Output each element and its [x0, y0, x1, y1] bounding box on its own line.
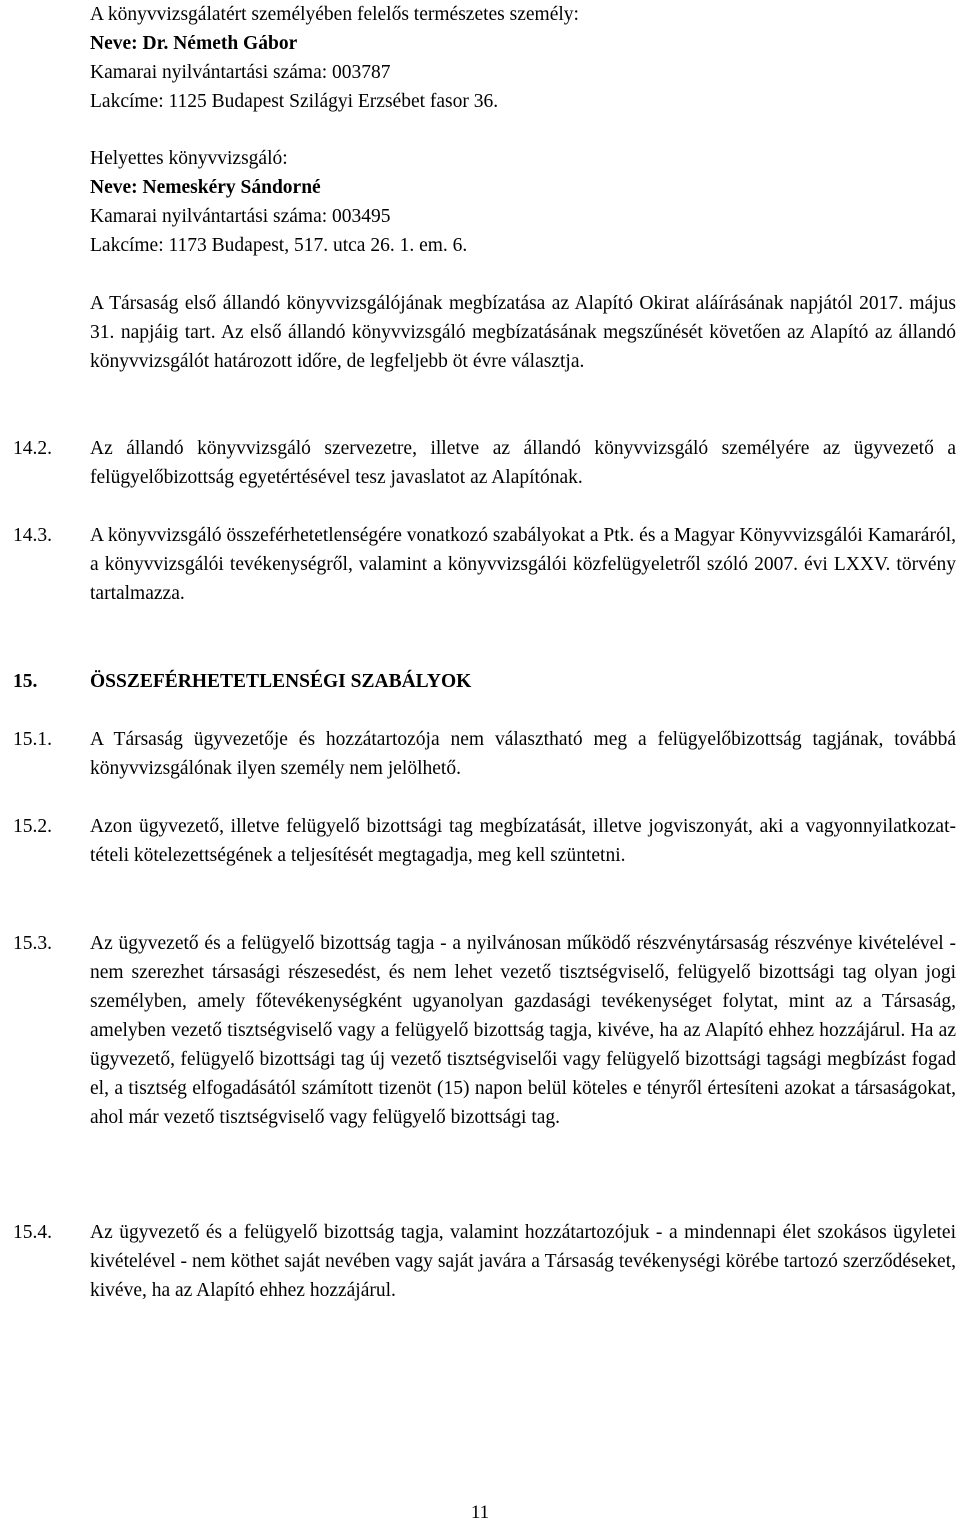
- heading-title: ÖSSZEFÉRHETETLENSÉGI SZABÁLYOK: [90, 671, 472, 692]
- section-number: 15.3.: [13, 933, 52, 954]
- section-text: Az ügyvezető és a felügyelő bizottság tagja, valamint hozzátartozójuk - a mindennapi élet szokásos ügyletei kivételével - nem köthet saját nevében vagy saját javára a Társaság tevékenységi körébe tartozó szerződéseket, kivéve, ha az Alapító ehhez hozzájárul.: [90, 1222, 956, 1301]
- section-number: 15.1.: [13, 729, 52, 750]
- section-text: A könyvvizsgáló összeférhetetlenségére vonatkozó szabályokat a Ptk. és a Magyar Könyvvizsgálói Kamaráról, a könyvvizsgálói tevékenységről, valamint a könyvvizsgálói közfelügyeletről szóló 2007. évi LXXV. törvény tartalmazza.: [90, 525, 956, 604]
- deputy-registration: Kamarai nyilvántartási száma: 003495: [90, 206, 391, 227]
- section-number: 15.4.: [13, 1222, 52, 1243]
- auditor-name: Neve: Dr. Németh Gábor: [90, 33, 298, 54]
- section-number: 15.2.: [13, 816, 52, 837]
- section-number: 14.3.: [13, 525, 52, 546]
- auditor-registration: Kamarai nyilvántartási száma: 003787: [90, 62, 391, 83]
- section-text: A Társaság ügyvezetője és hozzátartozója nem választható meg a felügyelőbizottság tagjának, továbbá könyvvizsgálónak ilyen személy nem jelölhető.: [90, 729, 956, 779]
- deputy-auditor-block: [90, 144, 956, 260]
- section-number: 14.2.: [13, 438, 52, 459]
- section-text: Azon ügyvezető, illetve felügyelő bizottsági tag megbízatását, illetve jogviszonyát, aki a vagyonnyilatkozat-tételi kötelezettségének a teljesítését megtagadja, meg kell szüntetni.: [90, 816, 956, 866]
- deputy-intro: Helyettes könyvvizsgáló:: [90, 148, 288, 169]
- deputy-address: Lakcíme: 1173 Budapest, 517. utca 26. 1. em. 6.: [90, 235, 468, 256]
- deputy-name: Neve: Nemeskéry Sándorné: [90, 177, 321, 198]
- page-number: 11: [470, 1502, 490, 1523]
- section-text: Az ügyvezető és a felügyelő bizottság tagja - a nyilvánosan működő részvénytársaság részvénye kivételével - nem szerezhet társasági részesedést, és nem lehet vezető tisztségviselő, felügyelő bizottsági tag olyan jogi személyben, amely főtevékenységként ugyanolyan gazdasági tevékenységet folytat, mint az a Társaság, amelyben vezető tisztségviselő vagy a felügyelő bizottság tagja, kivéve, ha az Alapító ehhez hozzájárul. Ha az ügyvezető, felügyelő bizottsági tag új vezető tisztségviselői vagy felügyelő bizottsági tagsági megbízást fogad el, a tisztség elfogadásától számított tizenöt (15) napon belül köteles e tényről értesíteni azokat a társaságokat, ahol már vezető tisztségviselő vagy felügyelő bizottsági tag.: [90, 933, 956, 1128]
- heading-number: 15.: [13, 671, 38, 692]
- auditor-block: [90, 0, 956, 116]
- auditor-intro: A könyvvizsgálatért személyében felelős természetes személy:: [90, 4, 579, 25]
- auditor-address: Lakcíme: 1125 Budapest Szilágyi Erzsébet fasor 36.: [90, 91, 499, 112]
- mandate-paragraph: A Társaság első állandó könyvvizsgálójának megbízatása az Alapító Okirat aláírásának napjától 2017. május 31. napjáig tart. Az első állandó könyvvizsgáló megbízatásának megszűnését követően az Alapító az állandó könyvvizsgálót határozott időre, de legfeljebb öt évre választja.: [90, 293, 956, 372]
- section-text: Az állandó könyvvizsgáló szervezetre, illetve az állandó könyvvizsgáló személyére az ügyvezető a felügyelőbizottság egyetértésével tesz javaslatot az Alapítónak.: [90, 438, 956, 488]
